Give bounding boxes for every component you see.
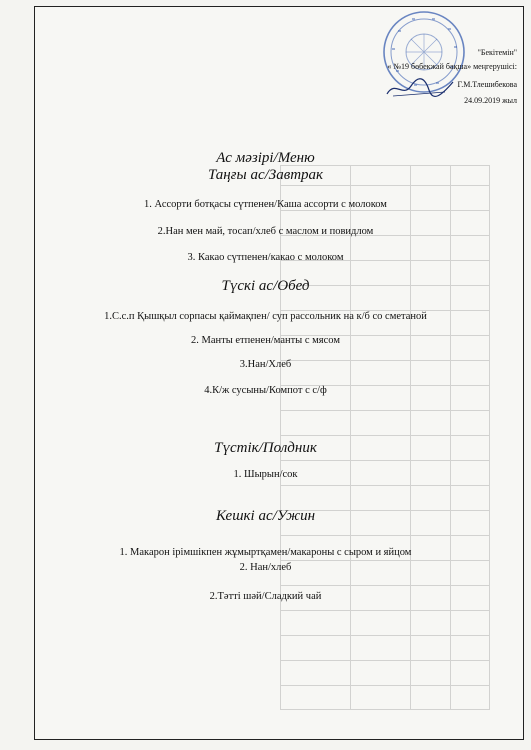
menu-item: 2.Тәтті шәй/Сладкий чай [209,591,322,602]
section-heading-snack: Түстік/Полдник [214,440,317,456]
section-heading-dinner: Кешкі ас/Ужин [215,508,316,524]
menu-item: 2. Манты етпенен/манты с мясом [191,335,340,346]
approval-title: "Бекітемін" [477,48,517,57]
menu-item: 1. Макарон ірімшікпен жұмыртқамен/макароны с сыром и яйцом [119,547,412,558]
approval-date: 24.09.2019 жыл [464,96,517,105]
bleed-through-table [280,165,490,710]
menu-item: 4.К/ж сусыны/Компот с с/ф [204,385,327,396]
approval-block [387,46,517,108]
menu-item: 1. Ассорти ботқасы сүтпенен/Каша ассорти с молоком [144,199,387,210]
section-heading-breakfast: Таңғы ас/Завтрак [207,167,324,183]
section-heading-lunch: Түскі ас/Обед [221,278,310,294]
menu-item: 3.Нан/Хлеб [239,359,292,370]
menu-item: 1. Шырын/сок [233,469,298,480]
approval-org: « №19 бөбекжай бақша» меңгерушісі: [387,62,517,71]
menu-item: 2. Нан/хлеб [239,562,292,573]
menu-title: Ас мәзірі/Меню [216,150,315,166]
menu-item: 2.Нан мен май, тосап/хлеб с маслом и повидлом [157,226,374,237]
approval-name: Г.М.Тлешибекова [457,80,517,89]
menu-item: 3. Какао сүтпенен/какао с молоком [187,252,344,263]
menu-item: 1.С.с.п Қышқыл сорпасы қаймақпен/ суп рассольник на к/б со сметаной [104,311,427,322]
